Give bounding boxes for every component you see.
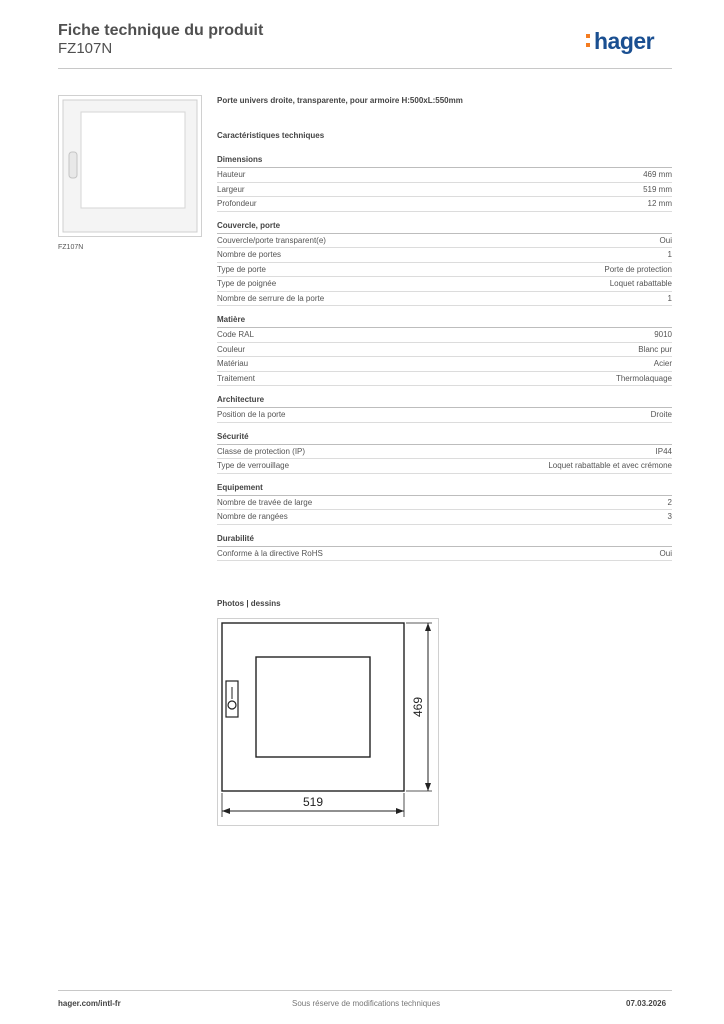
spec-label: Hauteur <box>217 170 246 179</box>
technical-drawing <box>217 618 439 826</box>
spec-value: 12 mm <box>647 199 672 208</box>
spec-group-title: Architecture <box>217 395 672 408</box>
spec-value: 519 mm <box>643 184 672 194</box>
spec-row <box>217 183 672 198</box>
spec-row <box>217 168 672 183</box>
spec-group <box>217 534 672 562</box>
spec-value: Acier <box>653 359 672 368</box>
spec-group-title: Couvercle, porte <box>217 221 672 234</box>
logo-text: hager <box>594 28 655 54</box>
logo-dots-icon <box>586 34 591 52</box>
drawings-heading: Photos | dessins <box>217 599 281 608</box>
spec-label: Position de la porte <box>217 410 286 419</box>
spec-value: Droite <box>650 410 672 419</box>
product-thumbnail <box>58 95 202 237</box>
spec-value: 2 <box>667 497 672 507</box>
spec-label: Couleur <box>217 344 246 354</box>
spec-row <box>217 372 672 387</box>
spec-value: 3 <box>667 512 672 521</box>
spec-label: Conforme à la directive RoHS <box>217 548 323 558</box>
footer-date: 07.03.2026 <box>626 999 667 1008</box>
spec-group <box>217 395 672 423</box>
spec-value: Oui <box>659 548 672 558</box>
spec-row <box>217 197 672 212</box>
hager-logo <box>594 30 654 53</box>
spec-row <box>217 277 672 292</box>
spec-label: Type de porte <box>217 264 266 274</box>
page-title: Fiche technique du produit <box>58 22 264 39</box>
spec-value: 469 mm <box>643 170 672 179</box>
spec-group-title: Equipement <box>217 483 672 496</box>
spec-label: Couvercle/porte transparent(e) <box>217 235 326 245</box>
spec-group-title: Matière <box>217 315 672 328</box>
spec-label: Code RAL <box>217 330 254 339</box>
spec-value: Oui <box>659 235 672 245</box>
spec-value: Loquet rabattable <box>609 279 672 288</box>
door-thumbnail-icon <box>59 96 201 236</box>
spec-row <box>217 510 672 525</box>
spec-row <box>217 343 672 358</box>
spec-label: Classe de protection (IP) <box>217 446 306 456</box>
spec-label: Matériau <box>217 359 249 368</box>
spec-value: Thermolaquage <box>615 373 672 383</box>
spec-row <box>217 459 672 474</box>
spec-group <box>217 155 672 212</box>
spec-row <box>217 496 672 511</box>
spec-value: 9010 <box>654 330 672 339</box>
product-description: Porte univers droite, transparente, pour armoire H:500xL:550mm <box>217 96 463 105</box>
spec-group-title: Dimensions <box>217 155 672 168</box>
spec-group <box>217 432 672 474</box>
height-dimension: 469 <box>411 696 425 718</box>
spec-value: 1 <box>667 250 672 259</box>
footer-website[interactable]: hager.com/intl-fr <box>58 999 121 1008</box>
specs-table <box>217 155 672 570</box>
spec-label: Type de poignée <box>217 279 277 288</box>
spec-value: Blanc pur <box>638 344 672 354</box>
spec-label: Largeur <box>217 184 245 194</box>
spec-value: 1 <box>667 293 672 303</box>
footer-divider <box>58 990 672 991</box>
spec-label: Traitement <box>217 373 255 383</box>
footer-disclaimer: Sous réserve de modifications techniques <box>292 999 441 1008</box>
spec-group-title: Sécurité <box>217 432 672 445</box>
spec-label: Nombre de portes <box>217 250 282 259</box>
spec-row <box>217 328 672 343</box>
spec-row <box>217 547 672 562</box>
product-reference: FZ107N <box>58 40 113 57</box>
specs-heading: Caractéristiques techniques <box>217 131 325 140</box>
spec-row <box>217 234 672 249</box>
spec-row <box>217 263 672 278</box>
width-dimension: 519 <box>302 795 324 809</box>
spec-group-title: Durabilité <box>217 534 672 547</box>
spec-row <box>217 357 672 372</box>
spec-label: Type de verrouillage <box>217 461 290 470</box>
spec-label: Nombre de rangées <box>217 512 288 521</box>
spec-value: IP44 <box>655 446 672 456</box>
spec-row <box>217 408 672 423</box>
spec-group <box>217 483 672 525</box>
door-drawing-icon <box>218 619 438 825</box>
header-divider <box>58 68 672 69</box>
spec-label: Profondeur <box>217 199 257 208</box>
spec-value: Loquet rabattable et avec crémone <box>548 461 672 470</box>
spec-value: Porte de protection <box>604 264 672 274</box>
spec-group <box>217 315 672 386</box>
spec-row <box>217 248 672 263</box>
spec-group <box>217 221 672 307</box>
spec-label: Nombre de travée de large <box>217 497 313 507</box>
spec-row <box>217 292 672 307</box>
spec-label: Nombre de serrure de la porte <box>217 293 325 303</box>
spec-row <box>217 445 672 460</box>
thumbnail-caption: FZ107N <box>58 244 84 251</box>
